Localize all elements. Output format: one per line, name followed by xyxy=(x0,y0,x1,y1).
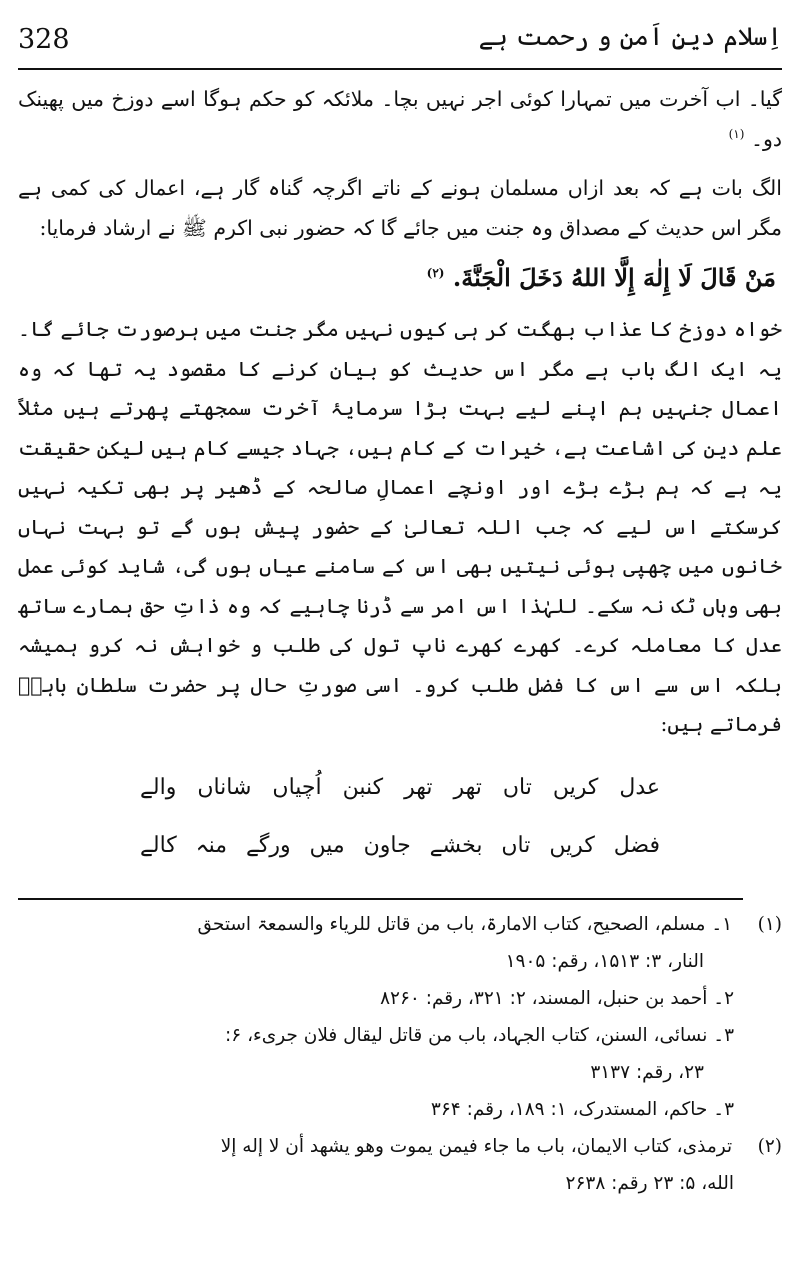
footnote-text: ترمذی، کتاب الایمان، باب ما جاء فیمن یموت وهو یشهد أن لا إله إلا xyxy=(220,1136,733,1157)
footnotes xyxy=(18,906,782,1202)
footnote-line xyxy=(18,906,782,943)
paragraph-text: الگ بات ہے کہ بعد ازاں مسلمان ہونے کے ناتے اگرچہ گناہ گار ہے، اعمال کی کمی ہے مگر اس حدیث کے مصداق وہ جنت میں جائے گا کہ حضور نبی اکرم ﷺ نے ارشاد فرمایا: xyxy=(18,176,782,240)
footnote-text: ۱۔ مسلم، الصحیح، کتاب الامارۃ، باب من قاتل للریاء والسمعۃ استحق xyxy=(197,914,733,935)
footnote-line: الله، ۵: ۲۳ رقم: ۲۶۳۸ xyxy=(565,1173,734,1194)
verse-line: عدل کریں تاں تھر تھر کنبن اُچیاں شاناں والے xyxy=(140,774,660,800)
paragraph-text: گیا۔ اب آخرت میں تمہارا کوئی اجر نہیں بچا۔ ملائکہ کو حکم ہوگا اسے دوزخ میں پھینک دو۔ xyxy=(18,87,782,151)
footnote-line: ۲۔ أحمد بن حنبل، المسند، ۲: ۳۲۱، رقم: ۸۲۶۰ xyxy=(380,988,734,1009)
footnote-divider xyxy=(18,898,743,900)
paragraph-text: خواہ دوزخ کا عذاب بھگت کر ہی کیوں نہیں مگر جنت میں ہرصورت جائے گا۔ یہ ایک الگ باب ہے مگر اس حدیث کو بیان کرنے کا مقصود یہ تھا کہ وہ اعمال جنہیں ہم اپنے لیے بہت بڑا سرمایۂ آخرت سمجھتے پھرتے ہیں مثلاً علم دین کی اشاعت ہے، خیرات کے کام ہیں، جہاد جیسے کام ہیں لیکن حقیقت یہ ہے کہ ہم بڑے بڑے اور اونچے اعمالِ صالحہ کے ڈھیر پر بھی تکیہ نہیں کرسکتے اس لیے کہ جب اللہ تعالیٰ کے حضور پیش ہوں گے تو بہت نہاں خانوں میں چھپی ہوئی نیتیں بھی اس کے سامنے عیاں ہوں گی، شاید کوئی عمل بھی وہاں ٹک نہ سکے۔ للہٰذا اس امر سے ڈرنا چاہیے کہ وہ ذاتِ حق ہمارے ساتھ عدل کا معاملہ کرے۔ کھرے کھرے ناپ تول کی طلب و خواہش نہ کرو ہمیشہ بلکہ اس سے اس کا فضل طلب کرو۔ اسی صورتِ حال پر حضرت سلطان باہوؒ فرماتے ہیں: xyxy=(18,317,782,736)
footnote-line xyxy=(18,1128,782,1165)
footnote-line: ۳۔ حاکم، المستدرک، ۱: ۱۸۹، رقم: ۳۶۴ xyxy=(430,1099,734,1120)
footnote-ref: (۱) xyxy=(728,126,745,141)
footnote-line: ۳۔ نسائی، السنن، کتاب الجہاد، باب من قاتل لیقال فلان جریء، ۶: xyxy=(225,1025,734,1046)
footnote-line: ۲۳، رقم: ۳۱۳۷ xyxy=(590,1062,704,1083)
page-number: 328 xyxy=(18,24,70,55)
paragraph xyxy=(18,169,782,248)
footnote-line: النار، ۳: ۱۵۱۳، رقم: ۱۹۰۵ xyxy=(505,951,704,972)
running-title: اِسلام دینِ اَمن و رحمت ہے xyxy=(478,22,782,51)
footnote-ref: (۲) xyxy=(426,266,445,280)
footnote-mark: (۲) xyxy=(757,1136,782,1157)
poetry-verse xyxy=(18,759,782,875)
hadith-quote xyxy=(18,256,782,300)
paragraph xyxy=(18,80,782,159)
footnote-mark: (۱) xyxy=(757,914,782,935)
main-text xyxy=(18,80,782,875)
hadith-text: مَنْ قَالَ لَا إِلٰهَ إِلَّا اللهُ دَخَلَ الْجَنَّةَ. xyxy=(452,263,776,292)
paragraph xyxy=(18,310,782,745)
page-header xyxy=(18,16,782,70)
verse-line: فضل کریں تاں بخشے جاون میں ورگے منہ کالے xyxy=(140,832,660,858)
